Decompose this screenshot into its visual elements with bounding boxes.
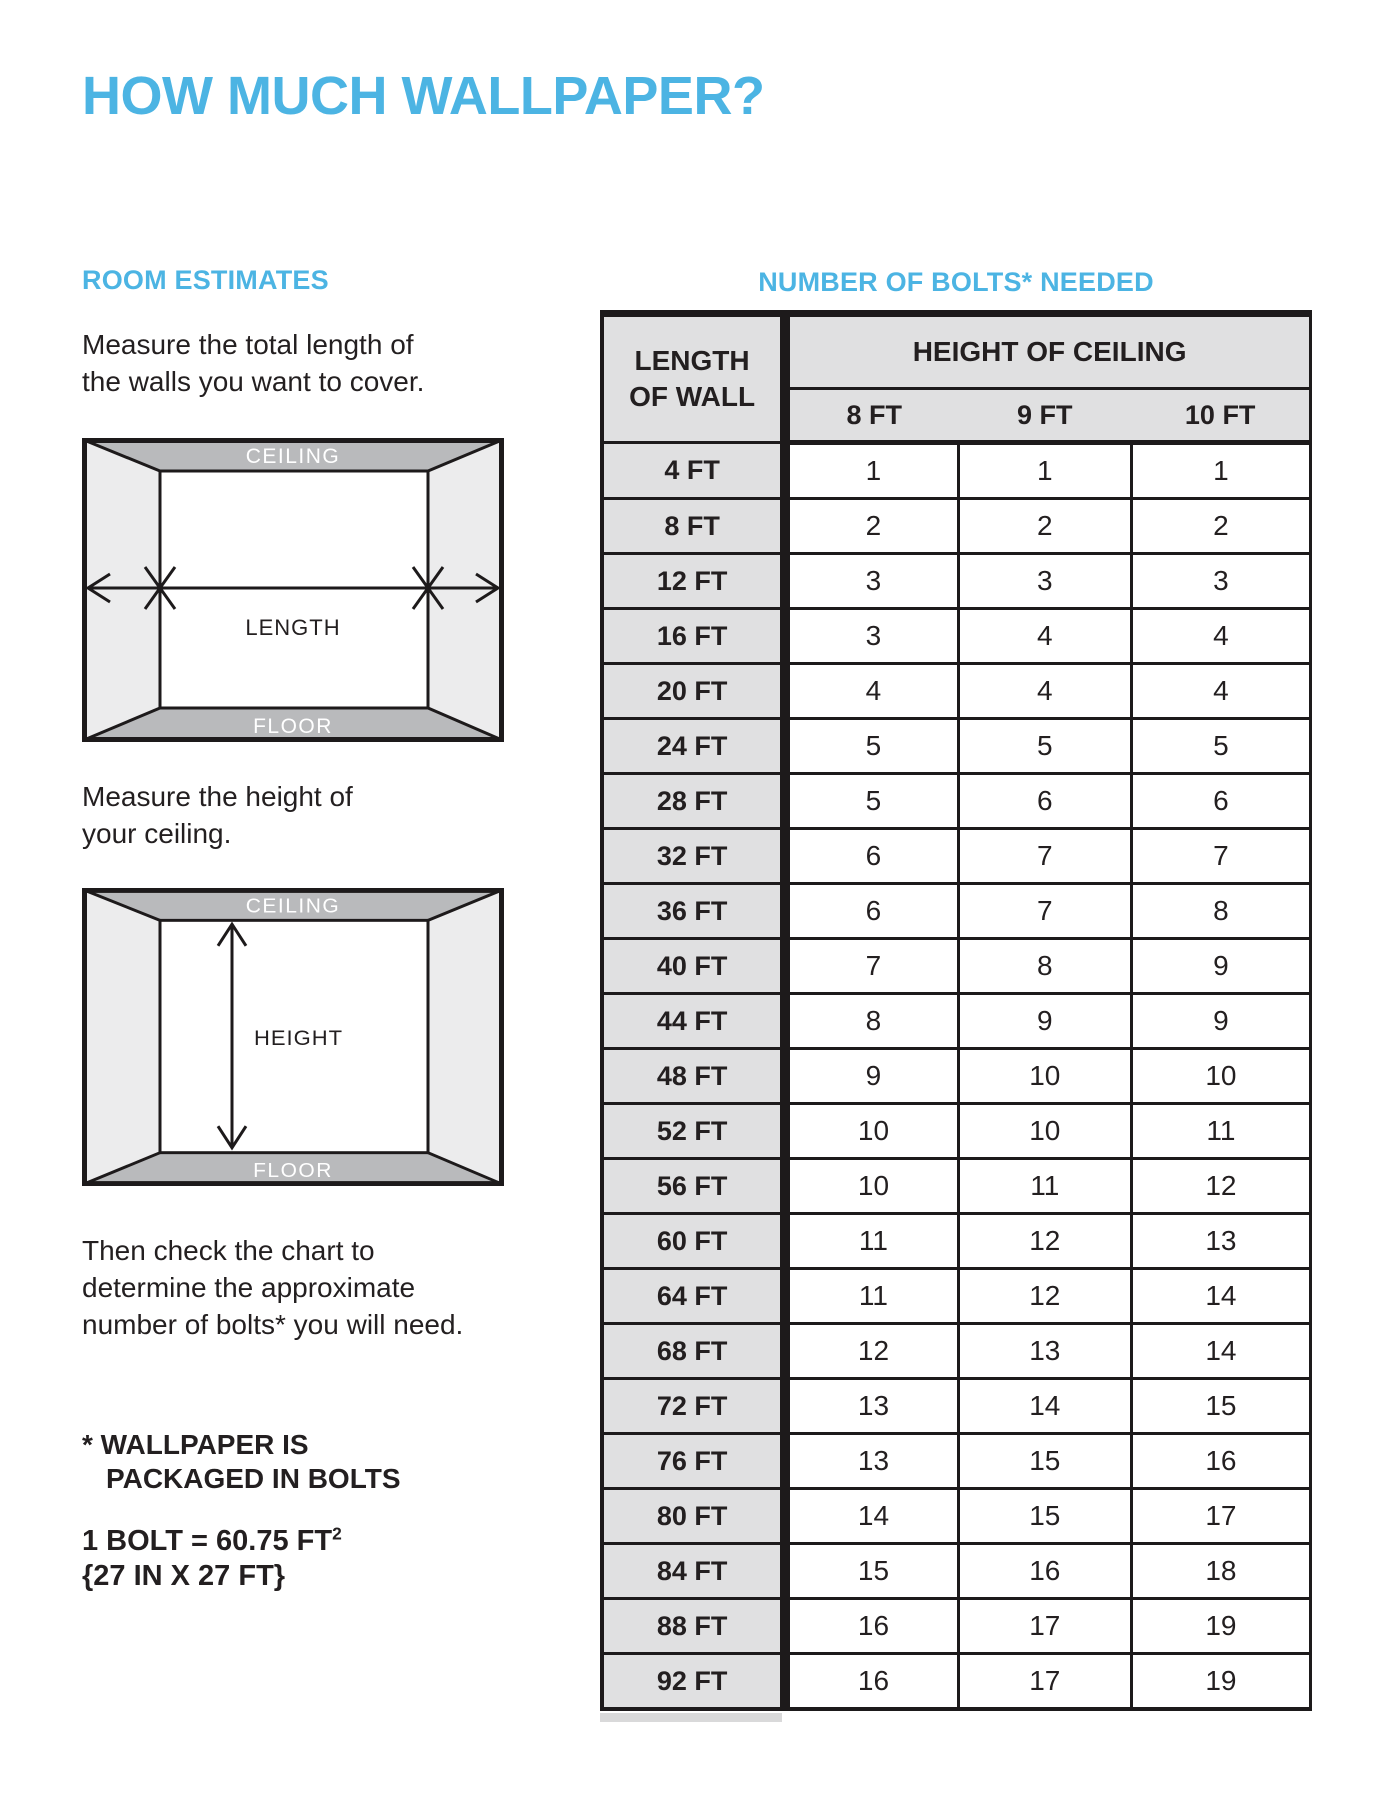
bolt-equation-line1: 1 BOLT = 60.75 $FT^2$ (82, 1523, 342, 1557)
step3-line2: determine the approximate (82, 1272, 416, 1303)
bolt-count-9ft: 4 (958, 609, 1131, 664)
bolt-count-8ft: 10 (785, 1159, 958, 1214)
bolt-count-9ft: 7 (958, 829, 1131, 884)
row-label: 72 FT (602, 1379, 785, 1434)
row-label: 16 FT (602, 609, 785, 664)
page-title: HOW MUCH WALLPAPER? (82, 66, 765, 126)
bolt-count-8ft: 11 (785, 1214, 958, 1269)
bolt-count-8ft: 6 (785, 829, 958, 884)
bolt-count-10ft: 18 (1131, 1544, 1310, 1599)
bolt-count-10ft: 6 (1131, 774, 1310, 829)
row-label: 12 FT (602, 554, 785, 609)
bolt-equation (82, 1524, 342, 1594)
floor-label: FLOOR (253, 1159, 333, 1183)
height-label: HEIGHT (254, 1025, 344, 1050)
bolt-count-9ft: 17 (958, 1654, 1131, 1710)
bolts-footnote (82, 1428, 401, 1496)
row-label: 8 FT (602, 499, 785, 554)
squared-superscript: 2 (332, 1523, 342, 1544)
bolt-count-8ft: 3 (785, 609, 958, 664)
bolt-count-10ft: 9 (1131, 994, 1310, 1049)
bolt-count-10ft: 15 (1131, 1379, 1310, 1434)
bolt-count-9ft: 13 (958, 1324, 1131, 1379)
footnote-line2: PACKAGED IN BOLTS (106, 1463, 401, 1494)
table-row (602, 829, 1311, 884)
table-row (602, 554, 1311, 609)
col-group-header: HEIGHT OF CEILING (785, 314, 1310, 389)
bolt-count-8ft: 5 (785, 774, 958, 829)
bolt-count-10ft: 17 (1131, 1489, 1310, 1544)
bolt-count-8ft: 10 (785, 1104, 958, 1159)
step2-text (82, 778, 353, 852)
bolt-count-8ft: 14 (785, 1489, 958, 1544)
bolt-count-8ft: 9 (785, 1049, 958, 1104)
bolt-count-10ft: 4 (1131, 664, 1310, 719)
left-wall-panel (84, 890, 160, 1184)
bolt-count-8ft: 12 (785, 1324, 958, 1379)
bolt-count-10ft: 11 (1131, 1104, 1310, 1159)
bolt-count-8ft: 13 (785, 1379, 958, 1434)
row-label: 40 FT (602, 939, 785, 994)
height-diagram (82, 888, 504, 1186)
bolt-count-9ft: 10 (958, 1104, 1131, 1159)
bolt-count-9ft: 1 (958, 443, 1131, 499)
length-label: LENGTH (245, 615, 341, 640)
row-label: 24 FT (602, 719, 785, 774)
row-label: 80 FT (602, 1489, 785, 1544)
bolt-count-9ft: 4 (958, 664, 1131, 719)
table-row (602, 1434, 1311, 1489)
table-row (602, 499, 1311, 554)
bolt-count-10ft: 14 (1131, 1269, 1310, 1324)
bolt-count-8ft: 3 (785, 554, 958, 609)
step1-text (82, 326, 424, 400)
row-label: 60 FT (602, 1214, 785, 1269)
bolt-count-8ft: 4 (785, 664, 958, 719)
bolt-count-9ft: 14 (958, 1379, 1131, 1434)
table-row (602, 1324, 1311, 1379)
bolt-equation-line2: {27 IN X 27 FT} (82, 1560, 286, 1592)
table-row (602, 1599, 1311, 1654)
bolt-count-10ft: 12 (1131, 1159, 1310, 1214)
ceiling-label: CEILING (245, 894, 341, 918)
table-row (602, 774, 1311, 829)
bolt-count-10ft: 2 (1131, 499, 1310, 554)
bolt-count-10ft: 7 (1131, 829, 1310, 884)
col-header-9ft: 9 FT (958, 389, 1131, 443)
table-row (602, 1269, 1311, 1324)
row-label: 28 FT (602, 774, 785, 829)
row-label: 4 FT (602, 443, 785, 499)
table-row (602, 443, 1311, 499)
table-row (602, 1159, 1311, 1214)
bolt-count-8ft: 16 (785, 1599, 958, 1654)
bolt-count-9ft: 12 (958, 1214, 1131, 1269)
bolt-count-8ft: 15 (785, 1544, 958, 1599)
right-wall-panel (428, 890, 502, 1184)
bolt-count-10ft: 9 (1131, 939, 1310, 994)
bolt-count-9ft: 15 (958, 1489, 1131, 1544)
bolt-count-8ft: 8 (785, 994, 958, 1049)
floor-label: FLOOR (253, 715, 333, 738)
bolt-count-9ft: 11 (958, 1159, 1131, 1214)
col-header-8ft: 8 FT (785, 389, 958, 443)
table-row (602, 664, 1311, 719)
bolt-count-9ft: 17 (958, 1599, 1131, 1654)
table-bottom-strip (600, 1713, 782, 1722)
table-row (602, 1049, 1311, 1104)
step3-text (82, 1232, 463, 1343)
table-row (602, 939, 1311, 994)
bolt-count-9ft: 8 (958, 939, 1131, 994)
bolt-count-10ft: 14 (1131, 1324, 1310, 1379)
room-estimates-heading: ROOM ESTIMATES (82, 265, 329, 295)
bolt-count-8ft: 11 (785, 1269, 958, 1324)
bolt-count-10ft: 3 (1131, 554, 1310, 609)
bolt-count-9ft: 6 (958, 774, 1131, 829)
row-group-header-line1: LENGTH (634, 345, 750, 376)
row-label: 56 FT (602, 1159, 785, 1214)
bolt-count-9ft: 3 (958, 554, 1131, 609)
table-row (602, 609, 1311, 664)
row-label: 32 FT (602, 829, 785, 884)
row-label: 88 FT (602, 1599, 785, 1654)
bolt-count-9ft: 15 (958, 1434, 1131, 1489)
bolt-count-9ft: 2 (958, 499, 1131, 554)
row-group-header (602, 314, 785, 443)
step3-line1: Then check the chart to (82, 1235, 375, 1266)
bolt-count-9ft: 5 (958, 719, 1131, 774)
bolt-count-10ft: 19 (1131, 1599, 1310, 1654)
left-wall-panel (84, 440, 160, 740)
table-row (602, 719, 1311, 774)
table-row (602, 1489, 1311, 1544)
bolt-count-8ft: 6 (785, 884, 958, 939)
bolt-count-9ft: 16 (958, 1544, 1131, 1599)
row-label: 20 FT (602, 664, 785, 719)
row-label: 64 FT (602, 1269, 785, 1324)
bolt-count-8ft: 5 (785, 719, 958, 774)
col-header-10ft: 10 FT (1131, 389, 1310, 443)
bolt-count-10ft: 19 (1131, 1654, 1310, 1710)
table-row (602, 884, 1311, 939)
bolt-count-8ft: 13 (785, 1434, 958, 1489)
ceiling-label: CEILING (245, 445, 341, 468)
right-wall-panel (428, 440, 502, 740)
row-label: 68 FT (602, 1324, 785, 1379)
step2-line2: your ceiling. (82, 818, 232, 849)
table-row (602, 1214, 1311, 1269)
row-label: 84 FT (602, 1544, 785, 1599)
bolt-count-10ft: 5 (1131, 719, 1310, 774)
bolt-count-10ft: 13 (1131, 1214, 1310, 1269)
step3-line3: number of bolts* you will need. (82, 1309, 464, 1340)
bolt-count-9ft: 9 (958, 994, 1131, 1049)
step1-line1: Measure the total length of (82, 329, 414, 360)
bolt-count-8ft: 1 (785, 443, 958, 499)
row-label: 36 FT (602, 884, 785, 939)
bolt-count-10ft: 10 (1131, 1049, 1310, 1104)
row-label: 76 FT (602, 1434, 785, 1489)
bolt-count-8ft: 2 (785, 499, 958, 554)
footnote-line1: * WALLPAPER IS (82, 1429, 309, 1460)
bolt-count-9ft: 12 (958, 1269, 1131, 1324)
bolt-count-8ft: 16 (785, 1654, 958, 1710)
step1-line2: the walls you want to cover. (82, 366, 425, 397)
bolts-table (600, 310, 1312, 1711)
bolt-count-8ft: 7 (785, 939, 958, 994)
table-row (602, 994, 1311, 1049)
bolt-count-9ft: 10 (958, 1049, 1131, 1104)
row-label: 52 FT (602, 1104, 785, 1159)
row-label: 92 FT (602, 1654, 785, 1710)
bolts-table-title: NUMBER OF BOLTS* NEEDED (758, 267, 1154, 297)
row-label: 48 FT (602, 1049, 785, 1104)
bolt-count-9ft: 7 (958, 884, 1131, 939)
bolt-count-10ft: 8 (1131, 884, 1310, 939)
table-row (602, 1654, 1311, 1710)
length-diagram (82, 438, 504, 742)
table-row (602, 1544, 1311, 1599)
table-row (602, 1379, 1311, 1434)
bolt-count-10ft: 4 (1131, 609, 1310, 664)
table-row (602, 1104, 1311, 1159)
step2-line1: Measure the height of (82, 781, 353, 812)
bolt-count-10ft: 16 (1131, 1434, 1310, 1489)
row-label: 44 FT (602, 994, 785, 1049)
bolt-count-10ft: 1 (1131, 443, 1310, 499)
row-group-header-line2: OF WALL (629, 381, 756, 412)
